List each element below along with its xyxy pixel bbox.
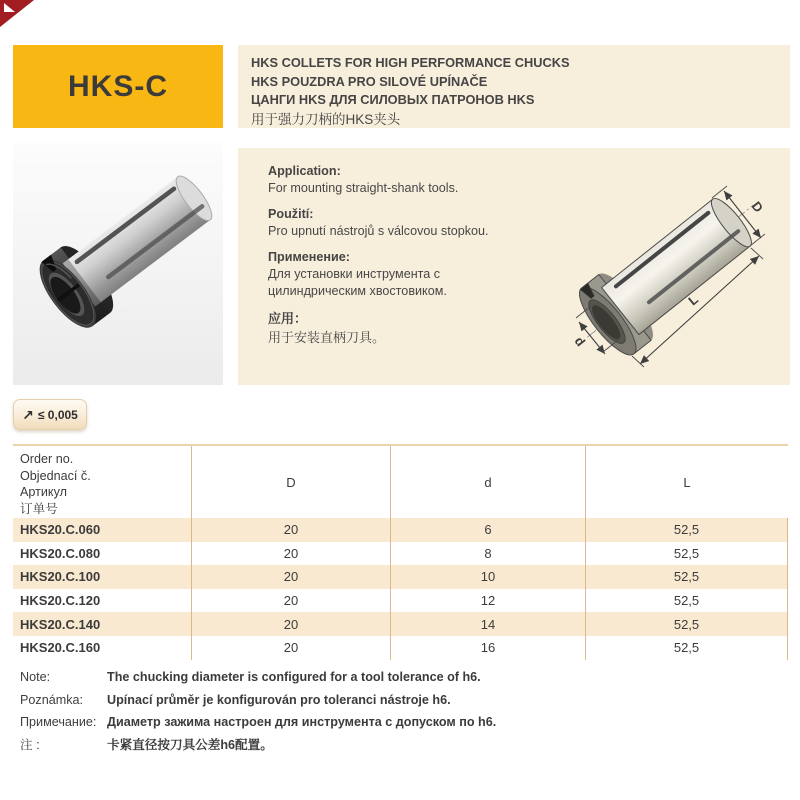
cell-L: 52,5 xyxy=(586,589,788,613)
cell-d: 6 xyxy=(391,518,586,542)
application-label: Použití: xyxy=(268,207,314,221)
cell-order-no: HKS20.C.100 xyxy=(13,565,192,589)
note-row-cs xyxy=(20,692,760,709)
series-title-box xyxy=(13,45,223,128)
application-label: 应用： xyxy=(268,311,308,326)
order-header-line: 订单号 xyxy=(20,501,58,516)
note-text: Upínací průměr je konfigurován pro toleranci nástroje h6. xyxy=(107,692,451,707)
runout-value: ≤ 0,005 xyxy=(37,407,78,422)
cell-order-no: HKS20.C.160 xyxy=(13,636,192,660)
application-body: For mounting straight-shank tools. xyxy=(268,181,459,195)
cell-L: 52,5 xyxy=(586,518,788,542)
note-label: Poznámka: xyxy=(20,692,83,707)
order-header-line: Order no. xyxy=(20,452,74,466)
table-header-L: L xyxy=(683,474,691,490)
application-label: Применение: xyxy=(268,250,350,264)
cell-D: 20 xyxy=(192,565,391,589)
table-row xyxy=(13,518,788,542)
note-row-zh xyxy=(20,737,760,754)
cell-d: 14 xyxy=(391,612,586,636)
cell-D: 20 xyxy=(192,518,391,542)
application-section-cs xyxy=(268,206,538,240)
cell-order-no: HKS20.C.080 xyxy=(13,542,192,566)
header-line-zh: 用于强力刀柄的HKS夹头 xyxy=(251,111,401,127)
dimension-label-d: d xyxy=(571,333,589,350)
cell-order-no: HKS20.C.120 xyxy=(13,589,192,613)
technical-drawing xyxy=(536,156,786,381)
cell-L: 52,5 xyxy=(586,565,788,589)
dimensions-table xyxy=(13,444,788,660)
order-header-line: Артикул xyxy=(20,485,67,499)
application-label: Application: xyxy=(268,164,341,178)
note-text: The chucking diameter is configured for a tool tolerance of h6. xyxy=(107,670,481,684)
order-header-line: Objednací č. xyxy=(20,468,91,483)
application-body: Для установки инструмента с цилиндрическим хвостовиком. xyxy=(268,267,447,298)
header-line-ru: ЦАНГИ HKS ДЛЯ СИЛОВЫХ ПАТРОНОВ HKS xyxy=(251,92,535,107)
table-row xyxy=(13,565,788,589)
cell-D: 20 xyxy=(192,542,391,566)
cell-D: 20 xyxy=(192,612,391,636)
cell-order-no: HKS20.C.140 xyxy=(13,612,192,636)
note-text: Диаметр зажима настроен для инструмента с допуском по h6. xyxy=(107,715,497,729)
cell-d: 8 xyxy=(391,542,586,566)
runout-badge xyxy=(13,399,87,430)
runout-arrow-icon: ↗ xyxy=(22,406,34,423)
cell-D: 20 xyxy=(192,636,391,660)
note-label: 注 : xyxy=(20,737,40,752)
application-text xyxy=(268,163,538,356)
application-panel xyxy=(238,148,790,385)
note-label: Note: xyxy=(20,670,51,684)
page-title: HKS-C xyxy=(68,69,168,103)
product-header xyxy=(238,45,790,128)
application-section-zh xyxy=(268,309,538,347)
table-row xyxy=(13,542,788,566)
note-row-en xyxy=(20,669,760,686)
cell-order-no: HKS20.C.060 xyxy=(13,518,192,542)
collet-dimension-drawing xyxy=(536,156,786,376)
header-line-en: HKS COLLETS FOR HIGH PERFORMANCE CHUCKS xyxy=(251,55,570,70)
product-photo xyxy=(13,143,223,385)
table-header-d: d xyxy=(391,446,586,518)
note-label: Примечание: xyxy=(20,715,97,729)
cell-d: 12 xyxy=(391,589,586,613)
table-header-D: D xyxy=(192,446,391,518)
notes-section xyxy=(20,669,760,759)
cell-L: 52,5 xyxy=(586,612,788,636)
table-row xyxy=(13,589,788,613)
note-text: 卡紧直径按刀具公差h6配置。 xyxy=(107,737,273,752)
application-section-en xyxy=(268,163,538,197)
header-line-cs: HKS POUZDRA PRO SILOVÉ UPÍNAČE xyxy=(251,73,488,89)
cell-L: 52,5 xyxy=(586,542,788,566)
cell-D: 20 xyxy=(192,589,391,613)
cell-L: 52,5 xyxy=(586,636,788,660)
note-row-ru xyxy=(20,714,760,731)
table-header-order xyxy=(13,446,192,518)
table-header-row xyxy=(13,446,788,518)
dimension-label-L: L xyxy=(685,291,702,309)
application-section-ru xyxy=(268,249,538,300)
cell-d: 16 xyxy=(391,636,586,660)
cell-d: 10 xyxy=(391,565,586,589)
corner-arrow-icon xyxy=(4,3,15,12)
collet-photo-illustration xyxy=(13,143,223,385)
table-row xyxy=(13,612,788,636)
application-body: Pro upnutí nástrojů s válcovou stopkou. xyxy=(268,224,489,238)
table-row xyxy=(13,636,788,660)
application-body: 用于安装直柄刀具。 xyxy=(268,330,386,345)
dimension-label-D: D xyxy=(748,198,767,216)
